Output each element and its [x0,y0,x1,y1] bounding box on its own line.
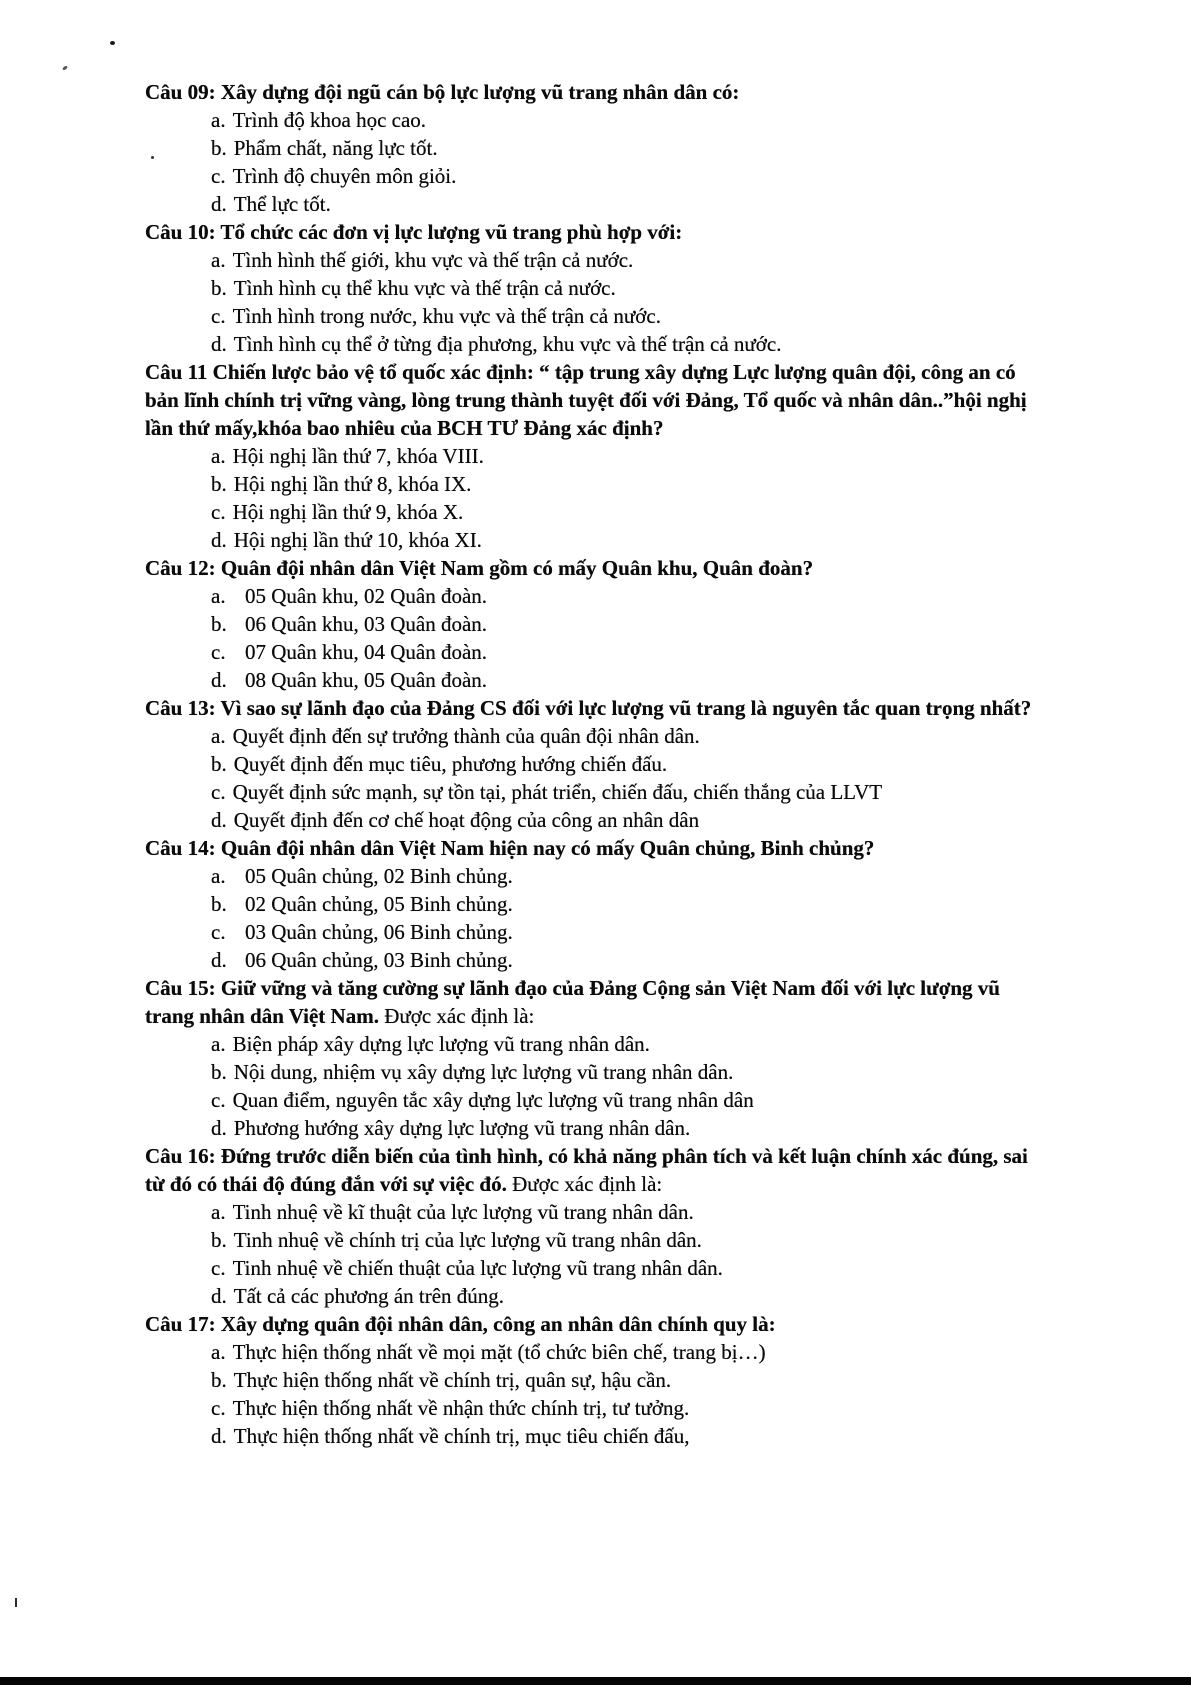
option-letter: d. [211,192,227,216]
option-text: Tinh nhuệ về kĩ thuật của lực lượng vũ trang nhân dân. [232,1200,694,1224]
answer-option [211,162,1051,190]
answer-option [211,750,1051,778]
option-letter: a. [211,864,226,888]
option-letter: d. [211,948,227,972]
option-text: Quyết định sức mạnh, sự tồn tại, phát triển, chiến đấu, chiến thắng của LLVT [232,780,883,804]
option-text: Tình hình cụ thể khu vực và thế trận cả nước. [233,276,616,300]
option-letter: a. [211,584,226,608]
option-letter: d. [211,1424,227,1448]
answer-option [211,302,1051,330]
option-text: Phương hướng xây dựng lực lượng vũ trang nhân dân. [233,1116,691,1140]
answer-option [211,1198,1051,1226]
question-heading-bold: Câu 16: Đứng trước diễn biến của tình hình, có khả năng phân tích và kết luận chính xác đúng, sai từ đó có thái độ đúng đắn với sự việc đó. [145,1144,1028,1196]
answer-option [211,1226,1051,1254]
option-letter: b. [211,752,227,776]
answer-option [211,1366,1051,1394]
answer-option [211,1030,1051,1058]
question-heading-bold: Câu 12: Quân đội nhân dân Việt Nam gồm có mấy Quân khu, Quân đoàn? [145,556,814,580]
answer-option [211,638,1051,666]
answer-option [211,946,1051,974]
question-block-10 [145,218,1051,358]
option-letter: d. [211,1284,227,1308]
option-letter: a. [211,1200,226,1224]
option-text: Quyết định đến cơ chế hoạt động của công an nhân dân [233,808,700,832]
option-text: Quyết định đến sự trưởng thành của quân đội nhân dân. [232,724,700,748]
question-heading-bold: Câu 17: Xây dựng quân đội nhân dân, công an nhân dân chính quy là: [145,1312,776,1336]
option-letter: b. [211,136,227,160]
option-letter: a. [211,108,226,132]
answer-option [211,1114,1051,1142]
option-text: Biện pháp xây dựng lực lượng vũ trang nhân dân. [232,1032,650,1056]
answer-option [211,274,1051,302]
option-letter: c. [211,164,226,188]
question-heading [145,358,1051,442]
answer-option [211,1282,1051,1310]
option-letter: b. [211,1228,227,1252]
scan-artifact-tick [15,1598,17,1607]
answer-option [211,470,1051,498]
option-letter: c. [211,640,226,664]
question-heading [145,1310,1051,1338]
option-text: Trình độ khoa học cao. [232,108,427,132]
option-letter: c. [211,500,226,524]
scan-artifact-dot [62,66,68,70]
option-letter: a. [211,724,226,748]
option-letter: a. [211,248,226,272]
question-heading [145,554,1051,582]
option-text: 05 Quân chủng, 02 Binh chủng. [245,864,513,888]
question-heading-bold: Câu 14: Quân đội nhân dân Việt Nam hiện nay có mấy Quân chủng, Binh chủng? [145,836,875,860]
question-heading [145,218,1051,246]
option-letter: c. [211,1256,226,1280]
question-heading-bold: Câu 15: Giữ vững và tăng cường sự lãnh đạo của Đảng Cộng sản Việt Nam đối với lực lượng vũ trang nhân dân Việt Nam. [145,976,1000,1028]
answer-option [211,1394,1051,1422]
option-letter: a. [211,1340,226,1364]
question-block-14 [145,834,1051,974]
answer-option [211,106,1051,134]
option-text: Phẩm chất, năng lực tốt. [233,136,438,160]
option-letter: a. [211,444,226,468]
answer-option [211,190,1051,218]
option-letter: d. [211,808,227,832]
option-text: Thực hiện thống nhất về chính trị, quân sự, hậu cần. [233,1368,672,1392]
question-heading [145,834,1051,862]
option-letter: b. [211,472,227,496]
option-letter: d. [211,332,227,356]
option-text: 03 Quân chủng, 06 Binh chủng. [245,920,513,944]
answer-option [211,1086,1051,1114]
answer-option [211,1058,1051,1086]
option-text: Hội nghị lần thứ 9, khóa X. [232,500,464,524]
question-block-16 [145,1142,1051,1310]
option-text: Trình độ chuyên môn giỏi. [232,164,457,188]
answer-option [211,330,1051,358]
options-list [145,246,1051,358]
question-block-15 [145,974,1051,1142]
option-text: Tinh nhuệ về chính trị của lực lượng vũ trang nhân dân. [233,1228,702,1252]
option-letter: b. [211,612,227,636]
answer-option [211,918,1051,946]
option-text: Quan điểm, nguyên tắc xây dựng lực lượng vũ trang nhân dân [232,1088,754,1112]
question-heading [145,694,1051,722]
option-text: Thể lực tốt. [233,192,331,216]
question-block-17 [145,1310,1051,1450]
question-heading-bold: Câu 11 Chiến lược bảo vệ tổ quốc xác định: “ tập trung xây dựng Lực lượng quân đội, công an có bản lĩnh chính trị vững vàng, lòng trung thành tuyệt đối với Đảng, Tổ quốc và nhân dân..”hội nghị lần thứ mấy,khóa bao nhiêu của BCH TƯ Đảng xác định? [145,360,1027,440]
question-heading-tail: Được xác định là: [506,1172,663,1196]
answer-option [211,610,1051,638]
options-list [145,1338,1051,1450]
option-text: 02 Quân chủng, 05 Binh chủng. [245,892,513,916]
question-heading-bold: Câu 10: Tổ chức các đơn vị lực lượng vũ trang phù hợp với: [145,220,683,244]
question-heading-bold: Câu 09: Xây dựng đội ngũ cán bộ lực lượng vũ trang nhân dân có: [145,80,740,104]
option-text: 06 Quân chủng, 03 Binh chủng. [245,948,513,972]
option-text: Tình hình trong nước, khu vực và thế trận cả nước. [232,304,661,328]
options-list [145,862,1051,974]
answer-option [211,666,1051,694]
option-letter: b. [211,276,227,300]
answer-option [211,1422,1051,1450]
options-list [145,1198,1051,1310]
option-text: Tinh nhuệ về chiến thuật của lực lượng vũ trang nhân dân. [232,1256,723,1280]
answer-option [211,582,1051,610]
option-text: Hội nghị lần thứ 10, khóa XI. [233,528,482,552]
answer-option [211,890,1051,918]
options-list [145,106,1051,218]
answer-option [211,526,1051,554]
option-text: Hội nghị lần thứ 7, khóa VIII. [232,444,484,468]
question-heading [145,1142,1051,1198]
option-text: Thực hiện thống nhất về mọi mặt (tổ chức biên chế, trang bị…) [232,1340,766,1364]
answer-option [211,246,1051,274]
answer-option [211,1254,1051,1282]
option-letter: d. [211,528,227,552]
question-heading-tail: Được xác định là: [378,1004,535,1028]
option-letter: c. [211,1396,226,1420]
question-block-09 [145,78,1051,218]
option-letter: c. [211,780,226,804]
option-letter: b. [211,892,227,916]
option-letter: c. [211,1088,226,1112]
option-text: Nội dung, nhiệm vụ xây dựng lực lượng vũ trang nhân dân. [233,1060,734,1084]
option-text: 08 Quân khu, 05 Quân đoàn. [245,668,488,692]
option-text: Quyết định đến mục tiêu, phương hướng chiến đấu. [233,752,668,776]
option-text: Thực hiện thống nhất về chính trị, mục tiêu chiến đấu, [233,1424,690,1448]
question-heading [145,974,1051,1030]
option-letter: d. [211,1116,227,1140]
option-text: 07 Quân khu, 04 Quân đoàn. [245,640,488,664]
quiz-content [145,78,1051,1450]
question-heading-bold: Câu 13: Vì sao sự lãnh đạo của Đảng CS đối với lực lượng vũ trang là nguyên tắc quan trọng nhất? [145,696,1032,720]
question-block-12 [145,554,1051,694]
question-heading [145,78,1051,106]
option-text: Tình hình cụ thể ở từng địa phương, khu vực và thế trận cả nước. [233,332,782,356]
option-text: Tất cả các phương án trên đúng. [233,1284,505,1308]
scan-artifact-dot [110,41,115,45]
answer-option [211,442,1051,470]
answer-option [211,778,1051,806]
question-block-13 [145,694,1051,834]
question-block-11 [145,358,1051,554]
option-text: Hội nghị lần thứ 8, khóa IX. [233,472,472,496]
option-letter: c. [211,920,226,944]
answer-option [211,806,1051,834]
option-letter: c. [211,304,226,328]
options-list [145,442,1051,554]
scan-edge-bar [0,1677,1191,1685]
answer-option [211,134,1051,162]
answer-option [211,722,1051,750]
option-text: Tình hình thế giới, khu vực và thế trận cả nước. [232,248,634,272]
options-list [145,582,1051,694]
options-list [145,1030,1051,1142]
answer-option [211,862,1051,890]
option-letter: d. [211,668,227,692]
options-list [145,722,1051,834]
option-text: 05 Quân khu, 02 Quân đoàn. [245,584,488,608]
answer-option [211,1338,1051,1366]
option-letter: a. [211,1032,226,1056]
option-text: Thực hiện thống nhất về nhận thức chính trị, tư tưởng. [232,1396,690,1420]
option-letter: b. [211,1368,227,1392]
option-text: 06 Quân khu, 03 Quân đoàn. [245,612,488,636]
answer-option [211,498,1051,526]
option-letter: b. [211,1060,227,1084]
